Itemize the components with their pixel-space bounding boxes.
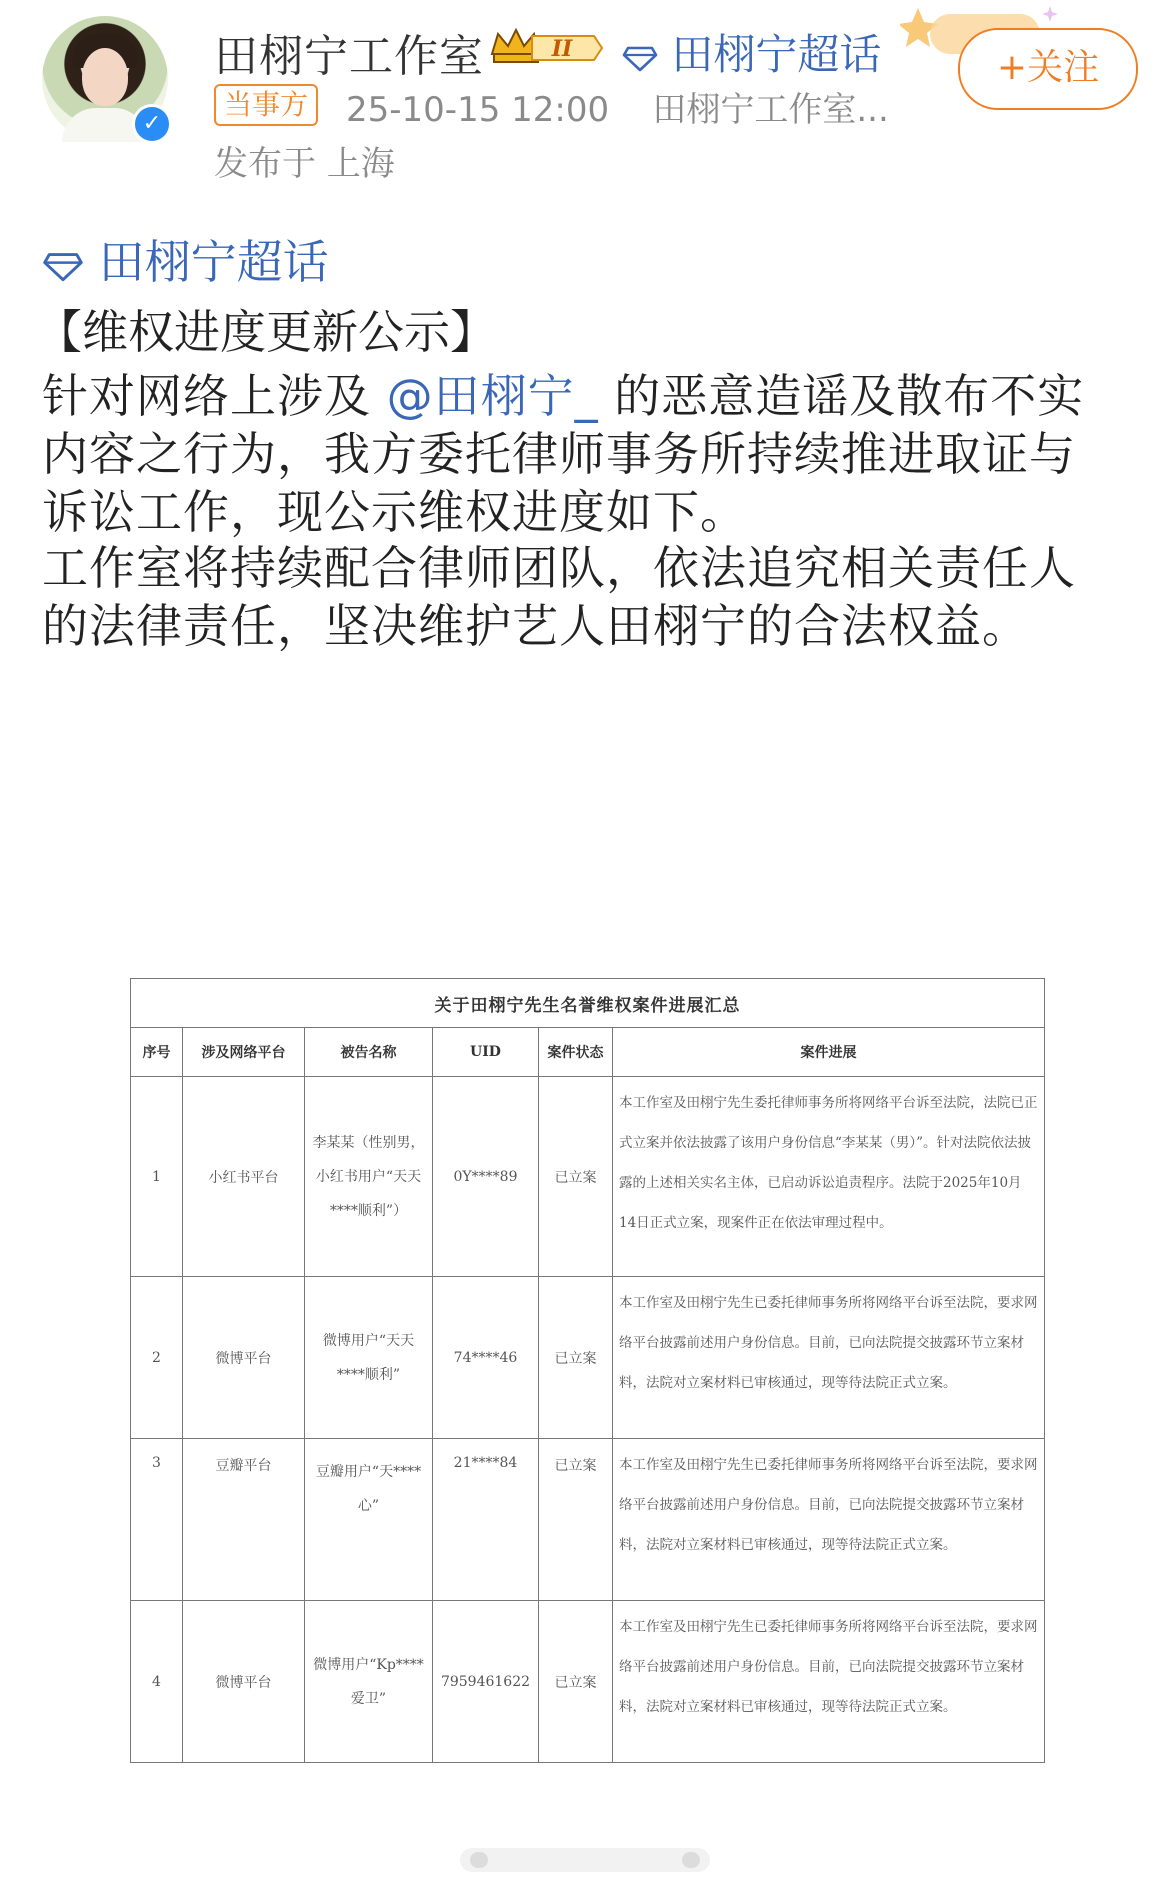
table-row [131,1601,1045,1763]
cell-status: 已立案 [539,1601,613,1763]
topic-label: 田栩宁超话 [98,235,329,289]
cell-uid: 74****46 [433,1277,539,1439]
crown-vip-icon[interactable] [488,24,606,68]
cell-defendant: 微博用户“天天****顺利” [305,1277,433,1439]
cell-platform: 豆瓣平台 [183,1439,305,1601]
vip-level-text: II [551,36,573,62]
header-progress: 案件进展 [613,1028,1045,1077]
cell-progress: 本工作室及田栩宁先生已委托律师事务所将网络平台诉至法院，要求网络平台披露前述用户身份信息。目前，已向法院提交披露环节立案材料，法院对立案材料已审核通过，现等待法院正式立案。 [613,1439,1045,1601]
table-header-row [131,1028,1045,1077]
author-name[interactable]: 田栩宁工作室 [214,31,484,82]
cell-defendant: 豆瓣用户“天****心” [305,1439,433,1601]
table-row [131,1439,1045,1601]
post-line-4: 工作室将持续配合律师团队，依法追究相关责任人 [42,541,1076,595]
post-datetime: 25-10-15 12:00 [346,90,610,130]
topic-link[interactable] [42,226,329,292]
diamond-topic-icon [42,250,84,282]
table-caption: 关于田栩宁先生名誉维权案件进展汇总 [131,979,1045,1028]
cell-platform: 微博平台 [183,1601,305,1763]
cell-status: 已立案 [539,1077,613,1277]
scroll-indicator-icon [460,1848,710,1872]
avatar-face [82,48,128,106]
post-line-1 [42,360,1084,426]
case-table [130,978,1045,1763]
cell-platform: 微博平台 [183,1277,305,1439]
cell-progress: 本工作室及田栩宁先生已委托律师事务所将网络平台诉至法院，要求网络平台披露前述用户身份信息。目前，已向法院提交披露环节立案材料，法院对立案材料已审核通过，现等待法院正式立案。 [613,1601,1045,1763]
cell-platform: 小红书平台 [183,1077,305,1277]
verified-icon: ✓ [132,104,172,144]
post-line-1-b: 的恶意造谣及散布不实 [598,369,1085,423]
post-location: 发布于 上海 [214,144,395,184]
cell-uid: 7959461622 [433,1601,539,1763]
header-status: 案件状态 [539,1028,613,1077]
cell-no: 2 [131,1277,183,1439]
post-line-3: 诉讼工作，现公示维权进度如下。 [42,485,747,539]
diamond-supertopic-icon [622,44,658,72]
post-title: 【维权进度更新公示】 [36,305,496,359]
header-defendant: 被告名称 [305,1028,433,1077]
post-line-1-a: 针对网络上涉及 [42,369,387,423]
cell-uid: 0Y****89 [433,1077,539,1277]
post-meta [346,82,889,131]
cell-no: 4 [131,1601,183,1763]
cell-defendant: 微博用户“Kp****爱卫” [305,1601,433,1763]
supertopic-link[interactable] [622,22,881,82]
attached-image[interactable] [130,978,1044,1752]
table-row [131,1077,1045,1277]
cell-uid: 21****84 [433,1439,539,1601]
cell-defendant: 李某某（性别男，小红书用户“天天****顺利”） [305,1077,433,1277]
supertopic-link-label: 田栩宁超话 [671,30,882,79]
post-line-5: 的法律责任，坚决维护艺人田栩宁的合法权益。 [42,599,1029,653]
header-platform: 涉及网络平台 [183,1028,305,1077]
table-row [131,1277,1045,1439]
header-uid: UID [433,1028,539,1077]
cell-no: 3 [131,1439,183,1601]
cell-progress: 本工作室及田栩宁先生委托律师事务所将网络平台诉至法院，法院已正式立案并依法披露了该用户身份信息“李某某（男）”。针对法院依法披露的上述相关实名主体，已启动诉讼追责程序。法院于2025年10月14日正式立案，现案件正在依法审理过程中。 [613,1077,1045,1277]
post-line-2: 内容之行为，我方委托律师事务所持续推进取证与 [42,427,1076,481]
party-tag: 当事方 [214,84,318,126]
cell-no: 1 [131,1077,183,1277]
mention-link[interactable]: @田栩宁_ [386,369,599,423]
post-source[interactable]: 田栩宁工作室... [652,90,889,130]
cell-status: 已立案 [539,1439,613,1601]
follow-button[interactable]: +关注 [958,28,1138,110]
header-no: 序号 [131,1028,183,1077]
cell-status: 已立案 [539,1277,613,1439]
cell-progress: 本工作室及田栩宁先生已委托律师事务所将网络平台诉至法院，要求网络平台披露前述用户身份信息。目前，已向法院提交披露环节立案材料，法院对立案材料已审核通过，现等待法院正式立案。 [613,1277,1045,1439]
